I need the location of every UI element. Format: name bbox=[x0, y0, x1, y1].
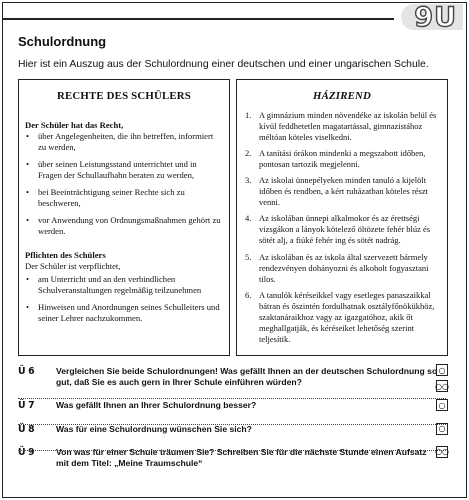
exercise-6 bbox=[18, 365, 449, 391]
exercise-8 bbox=[18, 424, 446, 435]
exercise-text: Vergleichen Sie beide Schulordnungen! Was gefällt Ihnen an der deutschen Schulordnung so gut, daß Sie es auch gern in Ihrer Schule einführen würden? bbox=[56, 366, 438, 388]
list-item: 4. Az iskolában ünnepi alkalmokor és az érettségi vizsgákon a lányok kötelező öltözete fehér blúz és sötét alj, a fiúké fehér ing és sötét nadrág. bbox=[245, 213, 431, 246]
duties-list bbox=[25, 274, 221, 324]
page-title: Schulordnung bbox=[18, 34, 107, 49]
individual-task-icon: ○ bbox=[436, 423, 448, 435]
individual-task-icon: ○ bbox=[436, 364, 448, 376]
list-item: • Hinweisen und Anordnungen seines Schulleiters und seiner Lehrer nachzukommen. bbox=[26, 302, 220, 323]
exercise-label: Ü 9 bbox=[18, 446, 35, 458]
hungarian-box-title: HÁZIREND bbox=[313, 90, 371, 102]
exercise-text: Was gefällt Ihnen an Ihrer Schulordnung besser? bbox=[56, 400, 257, 411]
list-item: • bei Beeinträchtigung seiner Rechte sich zu beschweren, bbox=[26, 187, 185, 208]
individual-task-icon: ○ bbox=[436, 399, 448, 411]
separator-line bbox=[18, 398, 446, 399]
list-item: 1. A gimnázium minden növendéke az iskolán belül és kívül feddhetetlen magatartással, gimnazistához méltóan köteles viselkedni. bbox=[245, 110, 437, 143]
list-item: 5. Az iskolában és az iskola által szervezett bármely rendezvényen dohányozni és alkoholt fogyasztani tilos. bbox=[245, 251, 429, 284]
list-item: • am Unterricht und an den verbindlichen Schulveranstaltungen regelmäßig teilzunehmen bbox=[26, 274, 202, 295]
exercise-label: Ü 7 bbox=[18, 400, 35, 412]
exercise-7 bbox=[18, 400, 446, 411]
duties-heading: Pflichten des Schülers bbox=[25, 250, 106, 260]
list-item: 6. A tanulók kéréseikkel vagy esetleges panaszaikkal bátran és őszintén fordulhatnak osztályfőnökükhöz, szaktanáraikhoz vagy az igazgatóhoz, akik őt meghallgatják, és kéréseiket lehetőség szerint teljesítik. bbox=[245, 289, 435, 344]
exercise-text: Von was für einer Schule träumen Sie? Schreiben Sie für die nächste Stunde einen Aufsatz mit dem Titel: „Meine Traumschule“ bbox=[56, 446, 427, 468]
intro-text: Hier ist ein Auszug aus der Schulordnung einer deutschen und einer ungarischen Schule. bbox=[18, 59, 429, 70]
exercise-text: Was für eine Schulordnung wünschen Sie sich? bbox=[56, 423, 252, 434]
list-item: 3. Az iskolai ünnepélyeken minden tanuló a kijelölt időben és rendben, a kért ruházatban köteles részt venni. bbox=[245, 175, 428, 208]
list-item: • vor Anwendung von Ordnungsmaßnahmen gehört zu werden. bbox=[26, 215, 221, 236]
exercise-label: Ü 8 bbox=[18, 423, 35, 435]
unit-badge bbox=[401, 2, 463, 33]
list-item: • über seinen Leistungsstand unterrichtet und in Fragen der Schullaufbahn beraten zu werden, bbox=[26, 159, 197, 180]
duties-intro: Der Schüler ist verpflichtet, bbox=[25, 261, 121, 271]
separator-line bbox=[18, 424, 446, 425]
unit-number: 9U bbox=[414, 2, 457, 33]
hungarian-rules-box bbox=[236, 79, 448, 356]
separator-line bbox=[18, 450, 446, 451]
rights-heading: Der Schüler hat das Recht, bbox=[25, 120, 124, 130]
list-item: • über Angelegenheiten, die ihn betreffen, informiert zu werden, bbox=[26, 131, 214, 152]
german-box-title: RECHTE DES SCHÜLERS bbox=[56, 90, 191, 102]
pair-task-icon: ○○ bbox=[435, 447, 449, 457]
list-item: 2. A tanítási órákon mindenki a megszabott időben, pontosan tartozik megjelenni. bbox=[245, 148, 426, 170]
header-rule bbox=[2, 18, 394, 20]
german-rules-box bbox=[18, 79, 230, 356]
pair-task-icon: ○○ bbox=[435, 381, 449, 391]
hungarian-rules-list bbox=[245, 110, 437, 345]
exercise-label: Ü 6 bbox=[18, 366, 35, 377]
rights-list bbox=[25, 131, 221, 237]
